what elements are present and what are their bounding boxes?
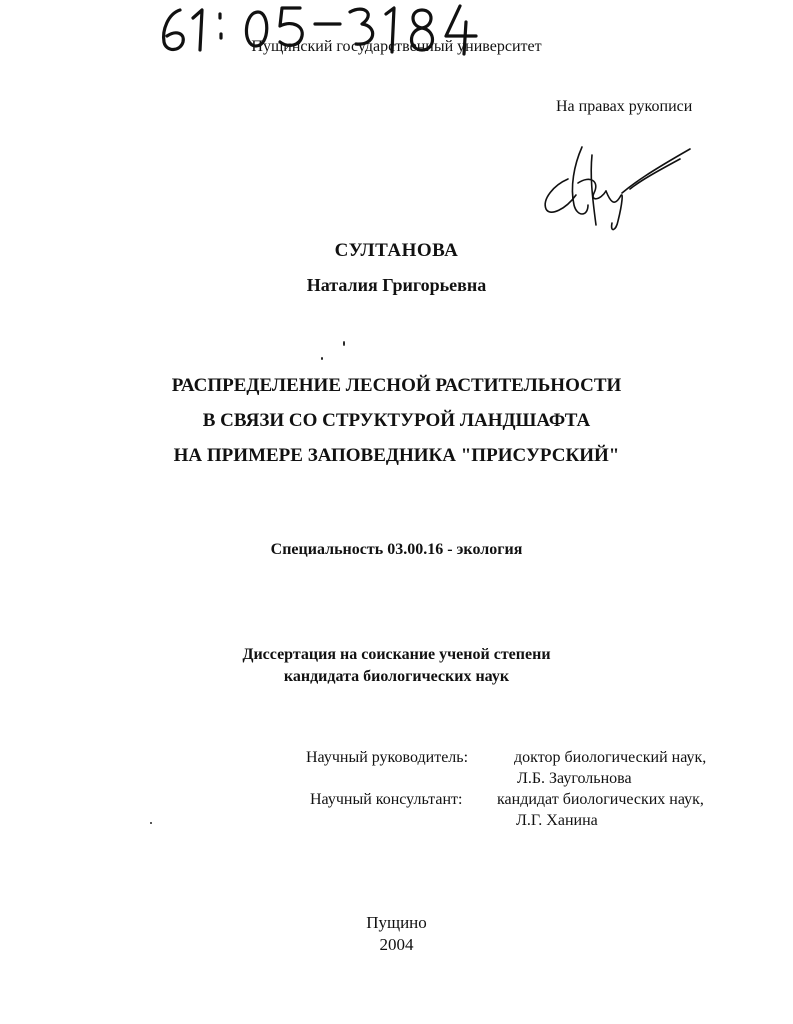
degree-line: Диссертация на соискание ученой степени	[242, 646, 551, 663]
consultant-name: Л.Г. Ханина	[516, 812, 598, 829]
author-name: Наталия Григорьевна	[306, 275, 487, 295]
university-name: Пущинский государственный университет	[251, 38, 542, 55]
supervisor-name: Л.Б. Заугольнова	[517, 770, 632, 787]
consultant-label: Научный консультант:	[310, 791, 463, 808]
signature-image	[530, 135, 700, 245]
author-surname: СУЛТАНОВА	[334, 240, 459, 261]
consultant-degree: кандидат биологических наук,	[497, 791, 704, 808]
scan-speck	[150, 822, 152, 824]
supervisor-label: Научный руководитель:	[306, 749, 469, 766]
title-line: В СВЯЗИ СО СТРУКТУРОЙ ЛАНДШАФТА	[202, 410, 591, 431]
title-line: РАСПРЕДЕЛЕНИЕ ЛЕСНОЙ РАСТИТЕЛЬНОСТИ	[171, 375, 622, 396]
scan-speck	[343, 341, 345, 346]
title-line: НА ПРИМЕРЕ ЗАПОВЕДНИКА "ПРИСУРСКИЙ"	[173, 445, 620, 466]
scan-speck	[321, 357, 323, 360]
footer	[0, 912, 793, 956]
city: Пущино	[366, 913, 427, 932]
specialty: Специальность 03.00.16 - экология	[270, 541, 523, 558]
supervisor-degree: доктор биологический наук,	[514, 749, 707, 766]
manuscript-rights-note: На правах рукописи	[556, 98, 693, 115]
degree-statement	[0, 644, 793, 688]
dissertation-title	[0, 368, 793, 473]
year: 2004	[379, 935, 414, 954]
degree-line: кандидата биологических наук	[283, 668, 510, 685]
